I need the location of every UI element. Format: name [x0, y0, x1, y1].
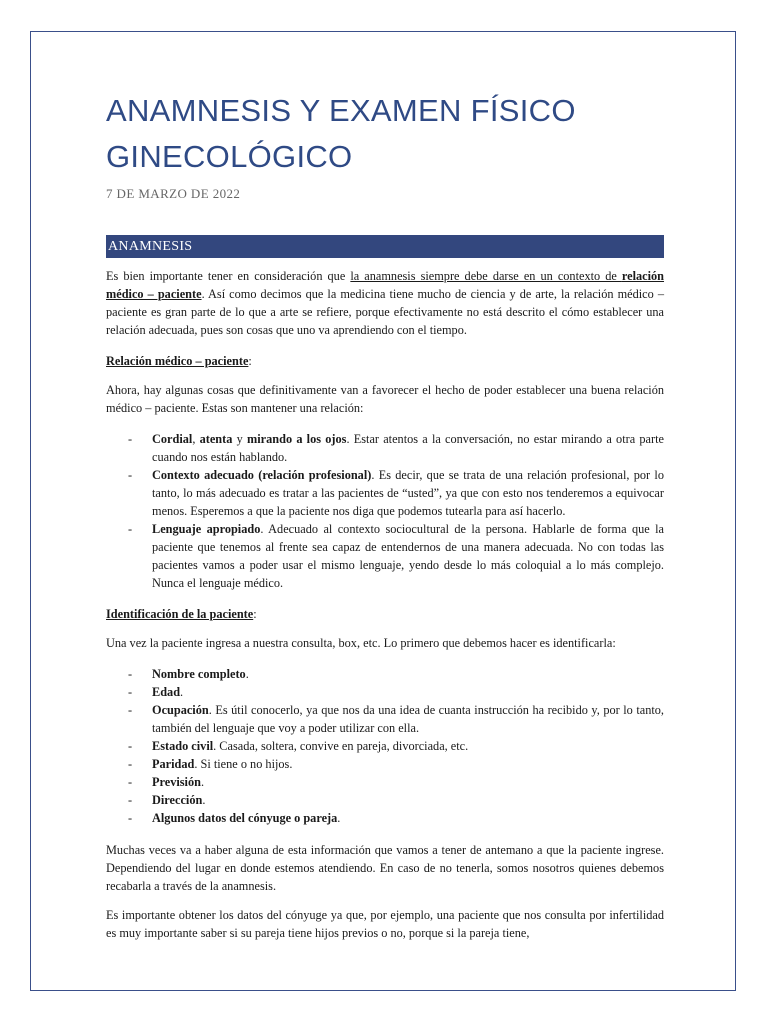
list-item: - Ocupación. Es útil conocerlo, ya que nos da una idea de cuanta instrucción ha recibido y, por lo tanto, también del lenguaje que voy a poder utilizar con ella.	[128, 703, 664, 735]
paragraph-relacion: Ahora, hay algunas cosas que definitivamente van a favorecer el hecho de poder establecer una buena relación médico – paciente. Estas son mantener una relación:	[106, 383, 664, 415]
paragraph-conyuge: Es importante obtener los datos del cónyuge ya que, por ejemplo, una paciente que nos consulta por infertilidad es muy importante saber si su pareja tiene hijos previos o no, porque si la pareja tiene,	[106, 908, 664, 940]
list-relacion	[106, 430, 664, 592]
list-item: - Edad.	[128, 685, 184, 699]
paragraph-intro: Es bien importante tener en consideración que la anamnesis siempre debe darse en un contexto de relación médico – paciente. Así como decimos que la medicina tiene mucho de ciencia y de arte, la relación médico – paciente es gran parte de lo que a arte se refiere, porque efectivamente no está descrito el cómo establecer una relación adecuada, pues son cosas que uno va aprendiendo con el tiempo.	[106, 269, 665, 337]
list-item: - Algunos datos del cónyuge o pareja.	[128, 811, 341, 825]
subheading-identificacion: Identificación de la paciente:	[106, 607, 257, 621]
paragraph-identificacion: Una vez la paciente ingresa a nuestra consulta, box, etc. Lo primero que debemos hacer es identificarla:	[106, 636, 616, 650]
list-item: - Cordial, atenta y mirando a los ojos. Estar atentos a la conversación, no estar mirando a otra parte cuando nos están hablando.	[128, 432, 664, 464]
list-identificacion	[106, 665, 664, 827]
section-heading-anamnesis: ANAMNESIS	[106, 235, 664, 258]
list-item: - Estado civil. Casada, soltera, convive en pareja, divorciada, etc.	[128, 739, 469, 753]
document-body	[106, 88, 664, 942]
subheading-relacion: Relación médico – paciente:	[106, 354, 252, 368]
list-item: - Nombre completo.	[128, 667, 249, 681]
document-date: 7 DE MARZO DE 2022	[106, 186, 241, 201]
document-title: ANAMNESIS Y EXAMEN FÍSICO GINECOLÓGICO	[106, 93, 576, 174]
list-item: - Paridad. Si tiene o no hijos.	[128, 757, 293, 771]
list-item: - Contexto adecuado (relación profesional). Es decir, que se trata de una relación profesional, por lo tanto, lo más adecuado es tratar a las pacientes de “usted”, ya que con esto nos tenderemos a equivocar menos. Esperemos a que la paciente nos diga que podemos tutearla para así hacerlo.	[128, 468, 664, 518]
paragraph-antemano: Muchas veces va a haber alguna de esta información que vamos a tener de antemano a que la paciente ingrese. Dependiendo del lugar en donde estemos atendiendo. En caso de no tenerla, somos nosotros quienes debemos recabarla a través de la anamnesis.	[106, 843, 664, 893]
list-item: - Previsión.	[128, 775, 205, 789]
list-item: - Lenguaje apropiado. Adecuado al contexto sociocultural de la persona. Hablarle de forma que la paciente que tenemos al frente sea capaz de entendernos de una manera adecuada. No con todas las pacientes vamos a poder usar el mismo lenguaje, yendo desde lo más coloquial a lo más complejo. Nunca el lenguaje médico.	[128, 522, 665, 590]
list-item: - Dirección.	[128, 793, 206, 807]
